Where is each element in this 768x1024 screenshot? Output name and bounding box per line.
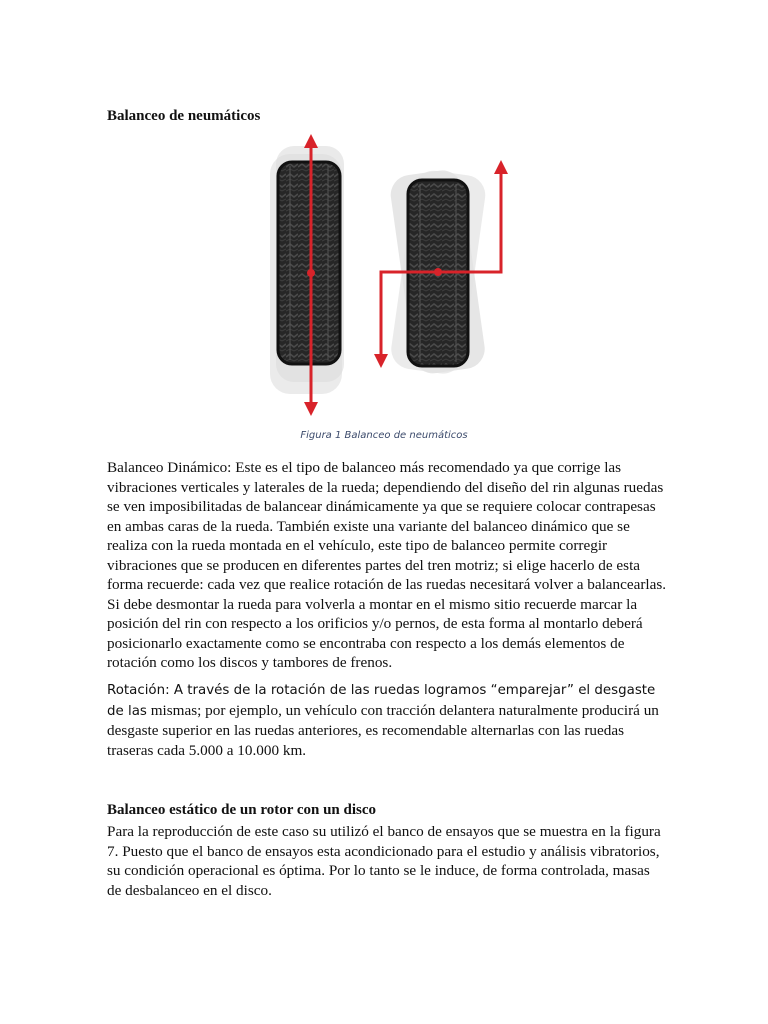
figure-caption: Figura 1 Balanceo de neumáticos (300, 430, 468, 441)
section-heading-tire-balancing: Balanceo de neumáticos (107, 108, 261, 124)
left-tire-illustration (270, 146, 344, 394)
paragraph-rotation-lead: Rotación: A través de la rotación de las ruedas logramos “emparejar” el desgaste de las (107, 683, 656, 719)
paragraph-rotation (107, 680, 667, 760)
tire-balancing-figure (250, 132, 530, 422)
paragraph-rotation-rest: mismas; por ejemplo, un vehículo con tracción delantera naturalmente producirá un desgaste superior en las ruedas anteriores, es recomendable alternarlas con las ruedas traseras cada 5.000 a 10.000 km. (107, 701, 659, 759)
paragraph-dynamic-balancing: Balanceo Dinámico: Este es el tipo de balanceo más recomendado ya que corrige las vibraciones verticales y laterales de la rueda; dependiendo del diseño del rin algunas ruedas se ven imposibilitadas de balancear dinámicamente ya que se requiere colocar contrapesas en ambas caras de la rueda. También existe una variante del balanceo dinámico que se realiza con la rueda montada en el vehículo, este tipo de balanceo permite corregir vibraciones que se producen en diferentes partes del tren motriz; si elige hacerlo de esta forma recuerde: cada vez que realice rotación de las ruedas necesitará volver a balancearlas. Si debe desmontar la rueda para volverla a montar en el mismo sitio recuerde marcar la posición del rin con respecto a los orificios y/o pernos, de esta forma al montarlo deberá posicionarlo exactamente como se encontraba con respecto a los demás elementos de rotación como los discos y tambores de frenos. (107, 459, 667, 671)
section-heading-static-rotor: Balanceo estático de un rotor con un disco (107, 802, 377, 818)
paragraph-static-rotor: Para la reproducción de este caso su utilizó el banco de ensayos que se muestra en la figura 7. Puesto que el banco de ensayos esta acondicionado para el estudio y análisis vibratorios, su condición operacional es óptima. Por lo tanto se le induce, de forma controlada, masas de desbalanceo en el disco. (107, 823, 661, 899)
